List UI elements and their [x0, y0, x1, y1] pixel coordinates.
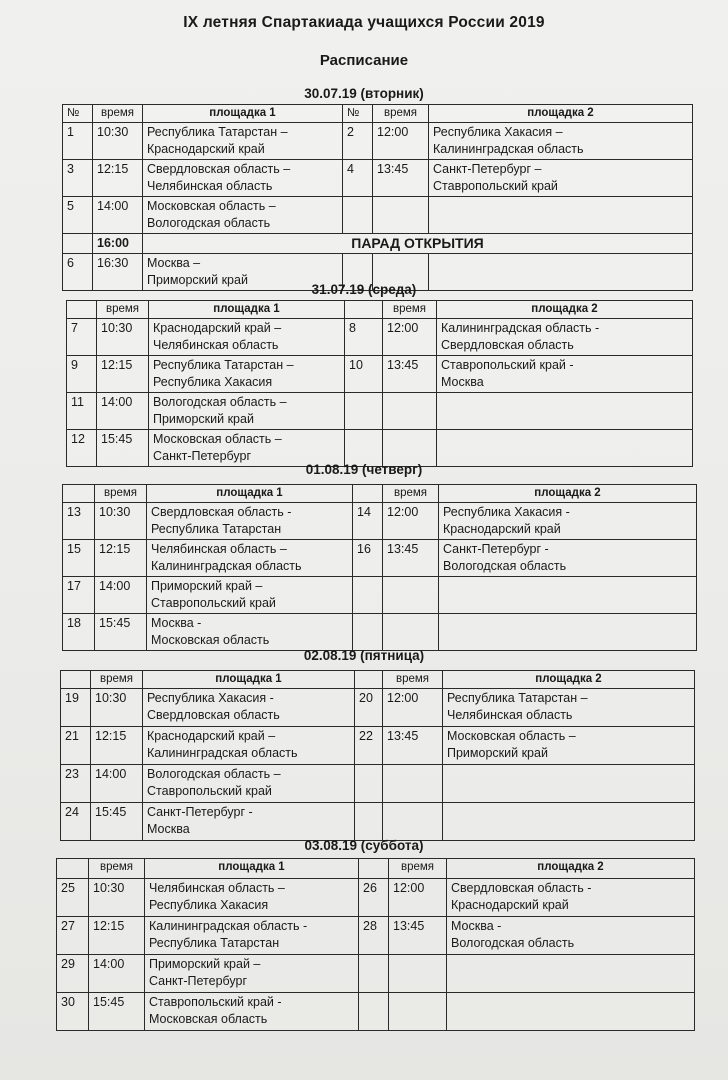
match-number: 12	[67, 430, 97, 467]
match-teams-venue-2	[439, 577, 697, 614]
match-team-line: Челябинская область	[147, 179, 273, 193]
match-number: 14	[353, 503, 383, 540]
match-time	[373, 197, 429, 234]
day-header: 31.07.19 (среда)	[311, 282, 417, 297]
table-row	[61, 727, 695, 765]
match-time: 12:00	[383, 319, 437, 356]
match-time: 12:15	[93, 160, 143, 197]
match-number	[353, 614, 383, 651]
parade-title: ПАРАД ОТКРЫТИЯ	[143, 234, 693, 254]
match-team-line: Московская область –	[153, 432, 282, 446]
match-teams-venue-1	[145, 955, 359, 993]
match-team-line: Ставропольский край	[433, 179, 558, 193]
match-team-line: Калининградская область	[433, 142, 584, 156]
match-number: 9	[67, 356, 97, 393]
match-team-line: Вологодская область –	[153, 395, 287, 409]
column-header-venue-1: площадка 1	[147, 485, 353, 503]
match-teams-venue-1	[143, 160, 343, 197]
match-number: 15	[63, 540, 95, 577]
match-team-line: Калининградская область -	[149, 919, 308, 933]
table-row	[61, 689, 695, 727]
match-team-line: Приморский край	[447, 746, 548, 760]
match-teams-venue-2	[443, 689, 695, 727]
table-row	[57, 917, 695, 955]
match-team-line: Московская область –	[147, 199, 276, 213]
column-header-time: время	[89, 859, 145, 879]
table-header-row	[63, 485, 697, 503]
match-teams-venue-2	[447, 955, 695, 993]
match-time: 12:15	[95, 540, 147, 577]
match-number: 3	[63, 160, 93, 197]
match-team-line: Республика Татарстан	[151, 522, 282, 536]
match-number: 7	[67, 319, 97, 356]
match-time: 12:15	[97, 356, 149, 393]
match-time	[383, 393, 437, 430]
day-header: 01.08.19 (четверг)	[305, 462, 423, 477]
table-row	[67, 319, 693, 356]
match-team-line: Краснодарский край	[451, 898, 569, 912]
match-number	[355, 803, 383, 841]
match-number: 1	[63, 123, 93, 160]
match-teams-venue-1	[143, 803, 355, 841]
table-row	[63, 503, 697, 540]
match-time: 16:30	[93, 254, 143, 291]
match-team-line: Приморский край –	[149, 957, 261, 971]
match-number: 10	[345, 356, 383, 393]
match-teams-venue-2	[429, 123, 693, 160]
match-time: 10:30	[97, 319, 149, 356]
column-header-venue-2: площадка 2	[437, 301, 693, 319]
table-row	[67, 356, 693, 393]
column-header-venue-1: площадка 1	[143, 671, 355, 689]
match-time: 14:00	[95, 577, 147, 614]
match-teams-venue-1	[145, 993, 359, 1031]
match-number	[345, 430, 383, 467]
column-header-num	[359, 859, 389, 879]
match-team-line: Краснодарский край	[443, 522, 561, 536]
match-teams-venue-1	[147, 540, 353, 577]
table-row	[57, 955, 695, 993]
match-time: 13:45	[383, 540, 439, 577]
match-number: 13	[63, 503, 95, 540]
match-team-line: Республика Хакасия	[153, 375, 273, 389]
match-number: 23	[61, 765, 91, 803]
day-schedule-table	[66, 300, 693, 467]
match-teams-venue-1	[149, 356, 345, 393]
match-number: 28	[359, 917, 389, 955]
match-team-line: Санкт-Петербург	[153, 449, 252, 463]
match-time: 13:45	[383, 356, 437, 393]
match-number: 24	[61, 803, 91, 841]
match-teams-venue-1	[143, 197, 343, 234]
match-team-line: Республика Татарстан	[149, 936, 280, 950]
match-team-line: Вологодская область	[147, 216, 271, 230]
column-header-venue-2: площадка 2	[439, 485, 697, 503]
match-teams-venue-2	[443, 803, 695, 841]
match-time: 15:45	[95, 614, 147, 651]
schedule-table	[60, 670, 695, 841]
table-row	[63, 197, 693, 234]
match-team-line: Республика Хакасия	[149, 898, 269, 912]
column-header-time: время	[97, 301, 149, 319]
column-header-venue-2: площадка 2	[447, 859, 695, 879]
match-teams-venue-2	[437, 430, 693, 467]
match-number: 18	[63, 614, 95, 651]
match-teams-venue-2	[439, 614, 697, 651]
match-team-line: Краснодарский край	[147, 142, 265, 156]
column-header-num: №	[63, 105, 93, 123]
match-teams-venue-2	[447, 879, 695, 917]
table-row	[67, 430, 693, 467]
match-time	[389, 993, 447, 1031]
match-team-line: Свердловская область -	[151, 505, 292, 519]
match-time: 15:45	[91, 803, 143, 841]
column-header-venue-2: площадка 2	[443, 671, 695, 689]
match-teams-venue-1	[147, 577, 353, 614]
table-row	[57, 879, 695, 917]
table-row	[63, 614, 697, 651]
column-header-venue-1: площадка 1	[149, 301, 345, 319]
day-header: 30.07.19 (вторник)	[304, 86, 424, 101]
column-header-num	[57, 859, 89, 879]
match-teams-venue-2	[437, 319, 693, 356]
match-team-line: Республика Хакасия -	[443, 505, 570, 519]
match-time	[389, 955, 447, 993]
match-number: 2	[343, 123, 373, 160]
match-number: 29	[57, 955, 89, 993]
column-header-num	[345, 301, 383, 319]
match-team-line: Республика Хакасия –	[433, 125, 563, 139]
empty-cell	[63, 234, 93, 254]
column-header-time: время	[91, 671, 143, 689]
match-time: 14:00	[93, 197, 143, 234]
table-header-row	[57, 859, 695, 879]
match-team-line: Санкт-Петербург -	[443, 542, 549, 556]
match-team-line: Республика Татарстан –	[147, 125, 288, 139]
match-teams-venue-2	[437, 393, 693, 430]
match-team-line: Челябинская область –	[149, 881, 285, 895]
column-header-num	[63, 485, 95, 503]
match-teams-venue-2	[439, 540, 697, 577]
match-teams-venue-1	[147, 503, 353, 540]
column-header-num	[353, 485, 383, 503]
table-row	[63, 123, 693, 160]
match-teams-venue-2	[443, 765, 695, 803]
column-header-time: время	[93, 105, 143, 123]
match-time: 14:00	[97, 393, 149, 430]
match-team-line: Республика Татарстан –	[447, 691, 588, 705]
table-row	[57, 993, 695, 1031]
match-team-line: Вологодская область –	[147, 767, 281, 781]
match-teams-venue-1	[145, 917, 359, 955]
match-teams-venue-2	[447, 993, 695, 1031]
table-header-row	[67, 301, 693, 319]
match-teams-venue-1	[147, 614, 353, 651]
match-team-line: Санкт-Петербург	[149, 974, 248, 988]
match-number: 11	[67, 393, 97, 430]
match-team-line: Свердловская область –	[147, 162, 291, 176]
match-number: 17	[63, 577, 95, 614]
match-time: 13:45	[373, 160, 429, 197]
match-team-line: Москва -	[451, 919, 502, 933]
column-header-num	[67, 301, 97, 319]
schedule-table	[66, 300, 693, 467]
match-team-line: Свердловская область	[147, 708, 280, 722]
match-time: 14:00	[89, 955, 145, 993]
match-number	[359, 955, 389, 993]
column-header-venue-2: площадка 2	[429, 105, 693, 123]
match-team-line: Московская область	[149, 1012, 268, 1026]
match-team-line: Вологодская область	[443, 559, 567, 573]
match-time: 12:00	[383, 503, 439, 540]
column-header-venue-1: площадка 1	[143, 105, 343, 123]
table-row	[61, 803, 695, 841]
match-teams-venue-1	[149, 393, 345, 430]
match-teams-venue-1	[143, 123, 343, 160]
day-schedule-table	[62, 104, 693, 291]
match-number: 26	[359, 879, 389, 917]
match-team-line: Калининградская область -	[441, 321, 600, 335]
column-header-time: время	[95, 485, 147, 503]
table-header-row	[63, 105, 693, 123]
match-teams-venue-1	[149, 319, 345, 356]
match-number: 27	[57, 917, 89, 955]
match-team-line: Москва –	[147, 256, 201, 270]
match-time	[383, 765, 443, 803]
match-team-line: Москва -	[151, 616, 202, 630]
table-header-row	[61, 671, 695, 689]
day-header: 03.08.19 (суббота)	[304, 838, 424, 853]
match-number	[343, 197, 373, 234]
match-teams-venue-2	[429, 197, 693, 234]
document-title: IX летняя Спартакиада учащихся России 2019	[183, 14, 545, 31]
match-team-line: Московская область	[151, 633, 270, 647]
match-team-line: Калининградская область	[147, 746, 298, 760]
match-number: 30	[57, 993, 89, 1031]
table-row	[61, 765, 695, 803]
match-team-line: Московская область –	[447, 729, 576, 743]
match-time: 15:45	[89, 993, 145, 1031]
day-header: 02.08.19 (пятница)	[303, 648, 425, 663]
match-team-line: Санкт-Петербург -	[147, 805, 253, 819]
column-header-num	[61, 671, 91, 689]
match-time: 12:00	[389, 879, 447, 917]
match-team-line: Краснодарский край –	[153, 321, 282, 335]
match-time: 13:45	[383, 727, 443, 765]
parade-time: 16:00	[93, 234, 143, 254]
column-header-time: время	[389, 859, 447, 879]
match-team-line: Челябинская область –	[151, 542, 287, 556]
match-time: 12:15	[89, 917, 145, 955]
column-header-venue-1: площадка 1	[145, 859, 359, 879]
match-number: 20	[355, 689, 383, 727]
day-schedule-table	[62, 484, 697, 651]
match-time: 15:45	[97, 430, 149, 467]
match-number: 4	[343, 160, 373, 197]
match-team-line: Республика Хакасия -	[147, 691, 274, 705]
match-number: 16	[353, 540, 383, 577]
match-team-line: Санкт-Петербург –	[433, 162, 542, 176]
column-header-time: время	[373, 105, 429, 123]
match-number	[359, 993, 389, 1031]
day-schedule-table	[60, 670, 695, 841]
match-teams-venue-2	[443, 727, 695, 765]
match-number	[353, 577, 383, 614]
match-teams-venue-1	[143, 765, 355, 803]
match-team-line: Вологодская область	[451, 936, 575, 950]
match-team-line: Ставропольский край -	[441, 358, 574, 372]
match-teams-venue-1	[143, 727, 355, 765]
match-team-line: Республика Татарстан –	[153, 358, 294, 372]
match-number: 25	[57, 879, 89, 917]
match-teams-venue-2	[429, 160, 693, 197]
match-team-line: Приморский край	[153, 412, 254, 426]
schedule-table	[62, 484, 697, 651]
match-team-line: Москва	[441, 375, 484, 389]
table-row	[67, 393, 693, 430]
match-teams-venue-1	[149, 430, 345, 467]
match-team-line: Приморский край	[147, 273, 248, 287]
column-header-time: время	[383, 301, 437, 319]
schedule-table	[56, 858, 695, 1031]
match-time	[383, 577, 439, 614]
match-time: 10:30	[93, 123, 143, 160]
match-time	[383, 430, 437, 467]
column-header-num	[355, 671, 383, 689]
table-row	[63, 577, 697, 614]
match-team-line: Приморский край –	[151, 579, 263, 593]
match-team-line: Ставропольский край	[151, 596, 276, 610]
match-number: 5	[63, 197, 93, 234]
table-row	[63, 540, 697, 577]
match-team-line: Москва	[147, 822, 190, 836]
match-time: 13:45	[389, 917, 447, 955]
column-header-num: №	[343, 105, 373, 123]
column-header-time: время	[383, 485, 439, 503]
match-time	[383, 803, 443, 841]
match-team-line: Ставропольский край	[147, 784, 272, 798]
match-team-line: Калининградская область	[151, 559, 302, 573]
table-row	[63, 160, 693, 197]
match-team-line: Ставропольский край -	[149, 995, 282, 1009]
match-teams-venue-1	[143, 689, 355, 727]
match-time: 10:30	[89, 879, 145, 917]
match-number: 19	[61, 689, 91, 727]
match-number: 8	[345, 319, 383, 356]
match-teams-venue-2	[437, 356, 693, 393]
match-time: 14:00	[91, 765, 143, 803]
match-time: 12:15	[91, 727, 143, 765]
match-time	[383, 614, 439, 651]
match-teams-venue-2	[439, 503, 697, 540]
opening-parade-row	[63, 234, 693, 254]
match-team-line: Челябинская область	[153, 338, 279, 352]
match-number	[355, 765, 383, 803]
match-time: 10:30	[95, 503, 147, 540]
match-teams-venue-1	[145, 879, 359, 917]
match-team-line: Свердловская область	[441, 338, 574, 352]
schedule-table	[62, 104, 693, 291]
match-number: 22	[355, 727, 383, 765]
match-teams-venue-2	[447, 917, 695, 955]
match-time: 10:30	[91, 689, 143, 727]
match-team-line: Свердловская область -	[451, 881, 592, 895]
match-time: 12:00	[383, 689, 443, 727]
document-subtitle: Расписание	[319, 52, 409, 69]
match-team-line: Челябинская область	[447, 708, 573, 722]
match-number: 21	[61, 727, 91, 765]
day-schedule-table	[56, 858, 695, 1031]
match-team-line: Краснодарский край –	[147, 729, 276, 743]
match-number: 6	[63, 254, 93, 291]
match-number	[345, 393, 383, 430]
column-header-time: время	[383, 671, 443, 689]
match-time: 12:00	[373, 123, 429, 160]
